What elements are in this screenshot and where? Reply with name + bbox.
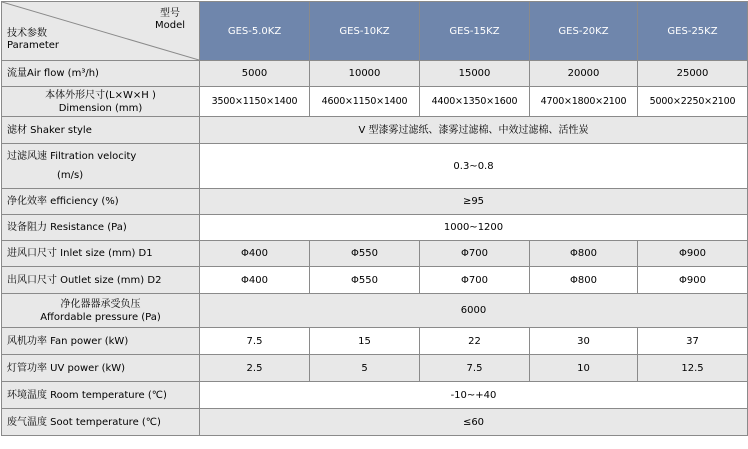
model-heading-cn: 型号 [159, 8, 180, 19]
table-cell: 6000 [200, 294, 748, 328]
table-cell: 12.5 [638, 355, 748, 382]
table-row-airflow [2, 61, 748, 87]
table-row-inlet [2, 241, 748, 267]
row-label-line: Affordable pressure (Pa) [40, 311, 161, 323]
table-row-filter [2, 117, 748, 144]
table-cell: 1000~1200 [200, 215, 748, 241]
table-row-uv [2, 355, 748, 382]
row-label: 设备阻力 Resistance (Pa) [2, 215, 200, 241]
header-corner-cell [2, 2, 200, 61]
parameter-heading-cn: 技术参数 [7, 28, 47, 39]
table-cell: Φ900 [638, 267, 748, 294]
row-label: 废气温度 Soot temperature (℃) [2, 409, 200, 436]
table-cell: 20000 [530, 61, 638, 87]
table-cell: Φ800 [530, 241, 638, 267]
table-row-velocity [2, 144, 748, 189]
table-cell: 25000 [638, 61, 748, 87]
row-label-line: 本体外形尺寸(L×W×H ) [45, 89, 156, 101]
table-cell: 22 [420, 328, 530, 355]
row-label: 出风口尺寸 Outlet size (mm) D2 [2, 267, 200, 294]
model-header-cell: GES-5.0KZ [200, 2, 310, 61]
model-header-cell: GES-15KZ [420, 2, 530, 61]
table-cell: 7.5 [420, 355, 530, 382]
table-cell: Φ800 [530, 267, 638, 294]
table-row-pressure [2, 294, 748, 328]
table-row-dimension [2, 87, 748, 117]
row-label: 灯管功率 UV power (kW) [2, 355, 200, 382]
table-cell: -10~+40 [200, 382, 748, 409]
table-cell: Φ400 [200, 241, 310, 267]
table-cell: 7.5 [200, 328, 310, 355]
spec-table [1, 1, 748, 436]
table-cell: 15 [310, 328, 420, 355]
table-cell: Φ700 [420, 241, 530, 267]
table-cell: Φ900 [638, 241, 748, 267]
row-label [2, 87, 200, 117]
table-cell: 0.3~0.8 [200, 144, 748, 189]
row-label-line: 净化器器承受负压 [60, 298, 141, 310]
row-label: 进风口尺寸 Inlet size (mm) D1 [2, 241, 200, 267]
table-cell: Φ700 [420, 267, 530, 294]
table-row-outlet [2, 267, 748, 294]
model-heading-en: Model [154, 20, 185, 31]
table-cell: 2.5 [200, 355, 310, 382]
table-cell: 37 [638, 328, 748, 355]
table-cell: ≥95 [200, 189, 748, 215]
table-cell: 5000 [200, 61, 310, 87]
table-cell: 3500×1150×1400 [200, 87, 310, 117]
row-label: 流量Air flow (m³/h) [2, 61, 200, 87]
model-header-cell: GES-25KZ [638, 2, 748, 61]
parameter-heading-en: Parameter [7, 40, 60, 51]
table-cell: 5000×2250×2100 [638, 87, 748, 117]
header-row [2, 2, 748, 61]
model-heading [155, 8, 185, 32]
row-label-line: (m/s) [57, 170, 84, 181]
table-row-soot-temperature [2, 409, 748, 436]
table-cell: Φ400 [200, 267, 310, 294]
table-cell: V 型漆雾过滤纸、漆雾过滤棉、中效过滤棉、活性炭 [200, 117, 748, 144]
table-row-efficiency [2, 189, 748, 215]
table-row-room-temperature [2, 382, 748, 409]
row-label [2, 294, 200, 328]
row-label: 风机功率 Fan power (kW) [2, 328, 200, 355]
table-row-resistance [2, 215, 748, 241]
table-cell: Φ550 [310, 267, 420, 294]
table-cell: 15000 [420, 61, 530, 87]
row-label: 滤材 Shaker style [2, 117, 200, 144]
table-cell: 10 [530, 355, 638, 382]
table-cell: ≤60 [200, 409, 748, 436]
table-cell: 4700×1800×2100 [530, 87, 638, 117]
table-cell: Φ550 [310, 241, 420, 267]
table-cell: 4600×1150×1400 [310, 87, 420, 117]
row-label-line: 过滤风速 Filtration velocity [7, 151, 137, 162]
table-cell: 30 [530, 328, 638, 355]
row-label [2, 144, 200, 189]
parameter-heading [7, 28, 59, 52]
model-header-cell: GES-20KZ [530, 2, 638, 61]
model-header-cell: GES-10KZ [310, 2, 420, 61]
row-label: 净化效率 efficiency (%) [2, 189, 200, 215]
table-cell: 5 [310, 355, 420, 382]
table-row-fan [2, 328, 748, 355]
table-cell: 10000 [310, 61, 420, 87]
row-label: 环境温度 Room temperature (℃) [2, 382, 200, 409]
row-label-line: Dimension (mm) [58, 102, 143, 114]
table-cell: 4400×1350×1600 [420, 87, 530, 117]
